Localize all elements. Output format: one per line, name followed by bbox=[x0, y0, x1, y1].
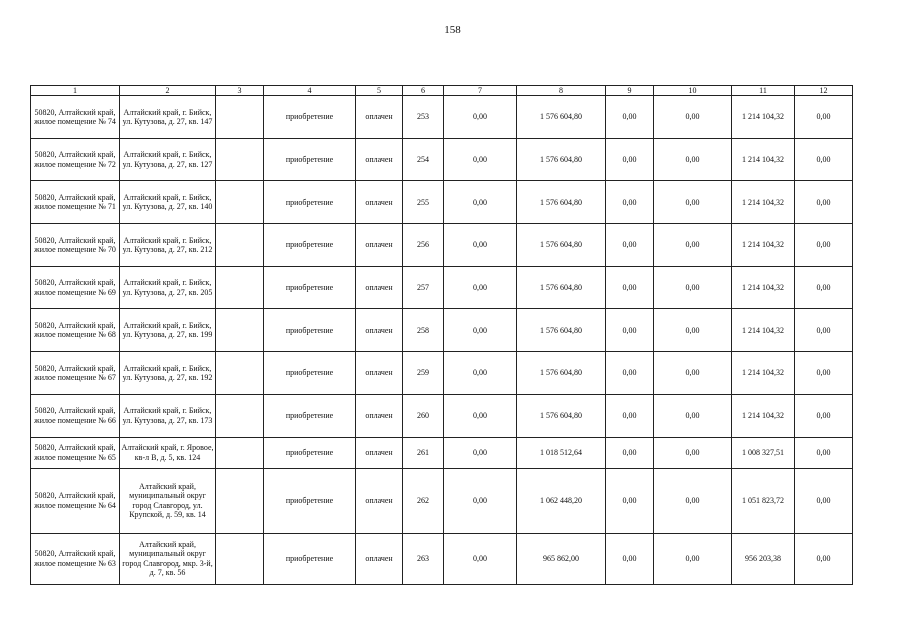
column-number-row bbox=[31, 86, 853, 96]
cell-col-8: 1 576 604,80 bbox=[517, 138, 606, 181]
cell-col-11: 1 214 104,32 bbox=[732, 266, 795, 309]
cell-col-3 bbox=[216, 224, 264, 267]
cell-col-6: 260 bbox=[403, 394, 444, 437]
cell-col-1: 50820, Алтайский край, жилое помещение № 64 bbox=[31, 468, 120, 533]
cell-col-1: 50820, Алтайский край, жилое помещение № 71 bbox=[31, 181, 120, 224]
table-row bbox=[31, 437, 853, 468]
cell-col-9: 0,00 bbox=[606, 224, 654, 267]
cell-col-8: 1 576 604,80 bbox=[517, 96, 606, 139]
cell-col-3 bbox=[216, 266, 264, 309]
table-row bbox=[31, 309, 853, 352]
column-header: 10 bbox=[654, 86, 732, 96]
cell-col-4: приобретение bbox=[264, 181, 356, 224]
column-header: 1 bbox=[31, 86, 120, 96]
table-row bbox=[31, 96, 853, 139]
cell-col-9: 0,00 bbox=[606, 266, 654, 309]
cell-col-2: Алтайский край, г. Бийск, ул. Кутузова, д. 27, кв. 127 bbox=[120, 138, 216, 181]
cell-col-7: 0,00 bbox=[444, 309, 517, 352]
cell-col-9: 0,00 bbox=[606, 309, 654, 352]
cell-col-12: 0,00 bbox=[795, 181, 853, 224]
table-row bbox=[31, 181, 853, 224]
cell-col-6: 256 bbox=[403, 224, 444, 267]
cell-col-8: 1 576 604,80 bbox=[517, 224, 606, 267]
cell-col-11: 1 214 104,32 bbox=[732, 138, 795, 181]
cell-col-10: 0,00 bbox=[654, 394, 732, 437]
column-header: 7 bbox=[444, 86, 517, 96]
property-register-table bbox=[30, 85, 853, 585]
table-row bbox=[31, 352, 853, 395]
cell-col-9: 0,00 bbox=[606, 138, 654, 181]
cell-col-5: оплачен bbox=[356, 352, 403, 395]
cell-col-7: 0,00 bbox=[444, 96, 517, 139]
cell-col-4: приобретение bbox=[264, 394, 356, 437]
cell-col-12: 0,00 bbox=[795, 394, 853, 437]
cell-col-5: оплачен bbox=[356, 437, 403, 468]
cell-col-1: 50820, Алтайский край, жилое помещение № 72 bbox=[31, 138, 120, 181]
table-row bbox=[31, 224, 853, 267]
cell-col-6: 263 bbox=[403, 533, 444, 584]
cell-col-10: 0,00 bbox=[654, 181, 732, 224]
cell-col-3 bbox=[216, 96, 264, 139]
cell-col-8: 1 576 604,80 bbox=[517, 309, 606, 352]
cell-col-5: оплачен bbox=[356, 138, 403, 181]
cell-col-8: 1 576 604,80 bbox=[517, 394, 606, 437]
cell-col-6: 258 bbox=[403, 309, 444, 352]
cell-col-2: Алтайский край, муниципальный округ город Славгород, ул. Крупской, д. 59, кв. 14 bbox=[120, 468, 216, 533]
cell-col-11: 1 214 104,32 bbox=[732, 352, 795, 395]
cell-col-1: 50820, Алтайский край, жилое помещение № 68 bbox=[31, 309, 120, 352]
cell-col-6: 259 bbox=[403, 352, 444, 395]
cell-col-8: 1 576 604,80 bbox=[517, 181, 606, 224]
cell-col-11: 1 051 823,72 bbox=[732, 468, 795, 533]
cell-col-4: приобретение bbox=[264, 533, 356, 584]
cell-col-2: Алтайский край, г. Бийск, ул. Кутузова, д. 27, кв. 212 bbox=[120, 224, 216, 267]
column-header: 9 bbox=[606, 86, 654, 96]
cell-col-1: 50820, Алтайский край, жилое помещение № 63 bbox=[31, 533, 120, 584]
cell-col-12: 0,00 bbox=[795, 266, 853, 309]
cell-col-10: 0,00 bbox=[654, 468, 732, 533]
cell-col-6: 255 bbox=[403, 181, 444, 224]
cell-col-1: 50820, Алтайский край, жилое помещение № 74 bbox=[31, 96, 120, 139]
cell-col-8: 965 862,00 bbox=[517, 533, 606, 584]
cell-col-10: 0,00 bbox=[654, 352, 732, 395]
cell-col-7: 0,00 bbox=[444, 394, 517, 437]
cell-col-3 bbox=[216, 468, 264, 533]
column-header: 4 bbox=[264, 86, 356, 96]
table-row bbox=[31, 138, 853, 181]
cell-col-5: оплачен bbox=[356, 96, 403, 139]
cell-col-9: 0,00 bbox=[606, 394, 654, 437]
cell-col-11: 1 214 104,32 bbox=[732, 96, 795, 139]
cell-col-9: 0,00 bbox=[606, 181, 654, 224]
column-header: 8 bbox=[517, 86, 606, 96]
cell-col-4: приобретение bbox=[264, 309, 356, 352]
cell-col-4: приобретение bbox=[264, 224, 356, 267]
cell-col-10: 0,00 bbox=[654, 96, 732, 139]
cell-col-7: 0,00 bbox=[444, 533, 517, 584]
cell-col-12: 0,00 bbox=[795, 533, 853, 584]
cell-col-7: 0,00 bbox=[444, 138, 517, 181]
cell-col-1: 50820, Алтайский край, жилое помещение № 66 bbox=[31, 394, 120, 437]
cell-col-5: оплачен bbox=[356, 309, 403, 352]
table-row bbox=[31, 468, 853, 533]
cell-col-10: 0,00 bbox=[654, 533, 732, 584]
cell-col-3 bbox=[216, 394, 264, 437]
cell-col-12: 0,00 bbox=[795, 468, 853, 533]
cell-col-3 bbox=[216, 437, 264, 468]
cell-col-2: Алтайский край, г. Бийск, ул. Кутузова, д. 27, кв. 173 bbox=[120, 394, 216, 437]
column-header: 5 bbox=[356, 86, 403, 96]
table-body bbox=[31, 96, 853, 585]
cell-col-11: 1 214 104,32 bbox=[732, 394, 795, 437]
cell-col-4: приобретение bbox=[264, 266, 356, 309]
cell-col-9: 0,00 bbox=[606, 533, 654, 584]
cell-col-7: 0,00 bbox=[444, 266, 517, 309]
cell-col-10: 0,00 bbox=[654, 437, 732, 468]
cell-col-11: 956 203,38 bbox=[732, 533, 795, 584]
cell-col-12: 0,00 bbox=[795, 309, 853, 352]
cell-col-11: 1 214 104,32 bbox=[732, 224, 795, 267]
cell-col-6: 262 bbox=[403, 468, 444, 533]
cell-col-2: Алтайский край, г. Бийск, ул. Кутузова, д. 27, кв. 199 bbox=[120, 309, 216, 352]
table-row bbox=[31, 266, 853, 309]
cell-col-6: 253 bbox=[403, 96, 444, 139]
cell-col-10: 0,00 bbox=[654, 266, 732, 309]
cell-col-6: 257 bbox=[403, 266, 444, 309]
cell-col-9: 0,00 bbox=[606, 468, 654, 533]
cell-col-11: 1 214 104,32 bbox=[732, 309, 795, 352]
cell-col-4: приобретение bbox=[264, 138, 356, 181]
cell-col-3 bbox=[216, 181, 264, 224]
cell-col-5: оплачен bbox=[356, 468, 403, 533]
cell-col-12: 0,00 bbox=[795, 138, 853, 181]
cell-col-1: 50820, Алтайский край, жилое помещение № 70 bbox=[31, 224, 120, 267]
cell-col-7: 0,00 bbox=[444, 224, 517, 267]
cell-col-4: приобретение bbox=[264, 96, 356, 139]
cell-col-8: 1 018 512,64 bbox=[517, 437, 606, 468]
cell-col-12: 0,00 bbox=[795, 96, 853, 139]
column-header: 6 bbox=[403, 86, 444, 96]
table-row bbox=[31, 533, 853, 584]
cell-col-3 bbox=[216, 352, 264, 395]
cell-col-9: 0,00 bbox=[606, 96, 654, 139]
cell-col-5: оплачен bbox=[356, 533, 403, 584]
cell-col-7: 0,00 bbox=[444, 352, 517, 395]
cell-col-7: 0,00 bbox=[444, 468, 517, 533]
cell-col-2: Алтайский край, г. Бийск, ул. Кутузова, д. 27, кв. 205 bbox=[120, 266, 216, 309]
cell-col-3 bbox=[216, 138, 264, 181]
cell-col-6: 261 bbox=[403, 437, 444, 468]
cell-col-9: 0,00 bbox=[606, 437, 654, 468]
cell-col-11: 1 214 104,32 bbox=[732, 181, 795, 224]
cell-col-2: Алтайский край, г. Яровое, кв-л В, д. 5, кв. 124 bbox=[120, 437, 216, 468]
cell-col-1: 50820, Алтайский край, жилое помещение № 65 bbox=[31, 437, 120, 468]
cell-col-9: 0,00 bbox=[606, 352, 654, 395]
column-header: 3 bbox=[216, 86, 264, 96]
cell-col-10: 0,00 bbox=[654, 138, 732, 181]
column-header: 2 bbox=[120, 86, 216, 96]
cell-col-7: 0,00 bbox=[444, 181, 517, 224]
cell-col-12: 0,00 bbox=[795, 437, 853, 468]
cell-col-5: оплачен bbox=[356, 181, 403, 224]
cell-col-5: оплачен bbox=[356, 394, 403, 437]
cell-col-2: Алтайский край, г. Бийск, ул. Кутузова, д. 27, кв. 192 bbox=[120, 352, 216, 395]
cell-col-8: 1 062 448,20 bbox=[517, 468, 606, 533]
cell-col-8: 1 576 604,80 bbox=[517, 266, 606, 309]
cell-col-10: 0,00 bbox=[654, 224, 732, 267]
cell-col-4: приобретение bbox=[264, 437, 356, 468]
cell-col-4: приобретение bbox=[264, 352, 356, 395]
cell-col-5: оплачен bbox=[356, 266, 403, 309]
cell-col-8: 1 576 604,80 bbox=[517, 352, 606, 395]
cell-col-12: 0,00 bbox=[795, 352, 853, 395]
column-header: 12 bbox=[795, 86, 853, 96]
cell-col-12: 0,00 bbox=[795, 224, 853, 267]
cell-col-2: Алтайский край, г. Бийск, ул. Кутузова, д. 27, кв. 147 bbox=[120, 96, 216, 139]
page-number: 158 bbox=[444, 24, 461, 36]
cell-col-11: 1 008 327,51 bbox=[732, 437, 795, 468]
cell-col-2: Алтайский край, г. Бийск, ул. Кутузова, д. 27, кв. 140 bbox=[120, 181, 216, 224]
cell-col-5: оплачен bbox=[356, 224, 403, 267]
cell-col-2: Алтайский край, муниципальный округ город Славгород, мкр. 3-й, д. 7, кв. 56 bbox=[120, 533, 216, 584]
cell-col-1: 50820, Алтайский край, жилое помещение № 69 bbox=[31, 266, 120, 309]
cell-col-4: приобретение bbox=[264, 468, 356, 533]
table-row bbox=[31, 394, 853, 437]
cell-col-3 bbox=[216, 309, 264, 352]
cell-col-6: 254 bbox=[403, 138, 444, 181]
cell-col-10: 0,00 bbox=[654, 309, 732, 352]
cell-col-7: 0,00 bbox=[444, 437, 517, 468]
cell-col-1: 50820, Алтайский край, жилое помещение № 67 bbox=[31, 352, 120, 395]
column-header: 11 bbox=[732, 86, 795, 96]
cell-col-3 bbox=[216, 533, 264, 584]
